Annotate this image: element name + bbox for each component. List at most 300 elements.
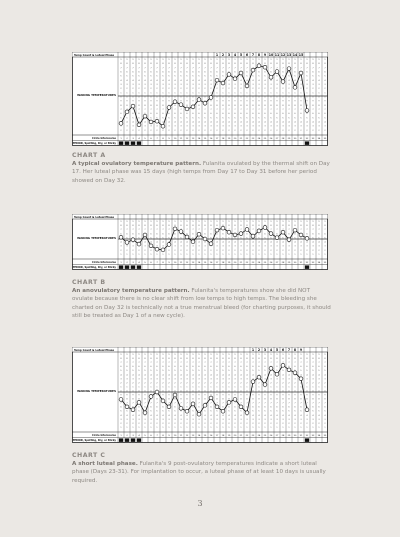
- scale-digit: 8: [306, 63, 308, 66]
- scale-digit: 2: [276, 422, 278, 425]
- scale-digit: 2: [294, 129, 296, 132]
- scale-digit: 1: [270, 92, 272, 95]
- scale-digit: 7: [216, 109, 218, 111]
- scale-digit: 9: [222, 394, 224, 397]
- scale-digit: 8: [168, 398, 170, 401]
- scale-digit: 8: [270, 398, 272, 401]
- scale-digit: 2: [192, 88, 194, 91]
- scale-digit: 6: [144, 366, 146, 369]
- temperature-point: [149, 120, 153, 124]
- scale-digit: 2: [126, 129, 128, 132]
- waking-temps-label: WAKING TEMPERATURES: [77, 389, 116, 393]
- scale-digit: 9: [228, 100, 230, 103]
- scale-digit: 2: [192, 249, 194, 252]
- scale-digit: 2: [180, 422, 182, 425]
- scale-digit: 2: [312, 88, 314, 91]
- scale-digit: 0: [156, 96, 158, 99]
- scale-digit: 2: [282, 382, 284, 385]
- scale-digit: 4: [306, 241, 308, 244]
- temperature-point: [245, 228, 249, 232]
- scale-digit: 2: [240, 382, 242, 385]
- scale-digit: 8: [264, 358, 266, 361]
- scale-digit: 7: [318, 229, 320, 232]
- scale-digit: 6: [150, 113, 152, 116]
- count-label: 8: [293, 348, 297, 352]
- scale-digit: 3: [258, 418, 260, 421]
- scale-digit: 4: [294, 241, 296, 244]
- scale-digit: 6: [210, 71, 212, 74]
- scale-digit: 8: [228, 358, 230, 361]
- day-number: 5: [144, 435, 146, 437]
- scale-digit: 5: [252, 370, 254, 373]
- scale-digit: 1: [204, 386, 206, 389]
- scale-digit: 6: [174, 113, 176, 116]
- temperature-point: [215, 228, 219, 232]
- scale-digit: 6: [168, 233, 170, 236]
- scale-digit: 2: [246, 422, 248, 425]
- scale-digit: 5: [276, 370, 278, 373]
- temperature-point: [143, 233, 147, 240]
- day-number: 3: [132, 262, 134, 264]
- scale-digit: 0: [276, 390, 278, 393]
- scale-digit: 8: [240, 63, 242, 66]
- scale-digit: 9: [210, 354, 212, 356]
- temperature-point: [239, 71, 243, 75]
- scale-digit: 2: [198, 249, 200, 252]
- scale-digit: 3: [186, 378, 188, 381]
- scale-digit: 8: [306, 104, 308, 107]
- scale-digit: 1: [132, 253, 134, 256]
- scale-digit: 1: [192, 253, 194, 256]
- scale-digit: 8: [180, 398, 182, 401]
- scale-digit: 1: [150, 92, 152, 95]
- scale-digit: 6: [168, 366, 170, 369]
- scale-digit: 3: [186, 125, 188, 128]
- scale-digit: 9: [300, 59, 302, 61]
- scale-digit: 3: [294, 125, 296, 128]
- scale-digit: 7: [156, 362, 158, 365]
- scale-digit: 6: [186, 113, 188, 116]
- scale-digit: 5: [210, 370, 212, 373]
- day-number: 8: [162, 435, 164, 437]
- scale-digit: 1: [204, 253, 206, 256]
- scale-digit: 4: [312, 79, 314, 82]
- scale-digit: 4: [180, 121, 182, 124]
- scale-digit: 4: [318, 374, 320, 377]
- scale-digit: 3: [204, 245, 206, 248]
- scale-digit: 6: [240, 113, 242, 116]
- scale-digit: 5: [246, 75, 248, 78]
- scale-digit: 4: [294, 121, 296, 124]
- scale-digit: 1: [288, 426, 290, 429]
- scale-digit: 8: [276, 225, 278, 228]
- scale-digit: 2: [258, 382, 260, 385]
- scale-digit: 9: [288, 59, 290, 61]
- scale-digit: 6: [138, 233, 140, 236]
- scale-digit: 8: [198, 225, 200, 228]
- scale-digit: 1: [144, 426, 146, 429]
- scale-digit: 3: [228, 245, 230, 248]
- scale-digit: 7: [210, 67, 212, 70]
- scale-digit: 5: [312, 370, 314, 373]
- scale-digit: 2: [294, 249, 296, 252]
- scale-digit: 2: [126, 382, 128, 385]
- scale-digit: 5: [156, 117, 158, 120]
- scale-digit: 1: [282, 426, 284, 429]
- scale-digit: 9: [264, 394, 266, 397]
- scale-digit: 2: [168, 422, 170, 425]
- scale-digit: 8: [276, 358, 278, 361]
- day-number: 20: [233, 262, 237, 264]
- scale-digit: 2: [210, 88, 212, 91]
- scale-digit: 6: [204, 233, 206, 236]
- scale-digit: 1: [228, 92, 230, 95]
- scale-digit: 0: [126, 390, 128, 393]
- scale-digit: 1: [186, 92, 188, 95]
- scale-digit: 4: [234, 121, 236, 124]
- temperature-point: [239, 402, 243, 409]
- temperature-point: [305, 236, 309, 240]
- scale-digit: 6: [222, 233, 224, 236]
- day-number: 18: [221, 138, 225, 140]
- scale-digit: 7: [174, 362, 176, 365]
- scale-digit: 1: [186, 386, 188, 389]
- scale-digit: 3: [234, 378, 236, 381]
- scale-digit: 9: [276, 354, 278, 356]
- scale-digit: 8: [198, 358, 200, 361]
- scale-digit: 7: [282, 109, 284, 111]
- scale-digit: 9: [198, 354, 200, 356]
- scale-digit: 9: [132, 221, 134, 223]
- scale-digit: 5: [270, 370, 272, 373]
- scale-digit: 6: [120, 113, 122, 116]
- scale-digit: 1: [144, 92, 146, 95]
- scale-digit: 1: [210, 92, 212, 95]
- scale-digit: 2: [216, 129, 218, 132]
- scale-digit: 9: [300, 394, 302, 397]
- scale-digit: 7: [258, 362, 260, 365]
- scale-digit: 4: [150, 374, 152, 377]
- scale-digit: 6: [210, 113, 212, 116]
- scale-digit: 4: [216, 374, 218, 377]
- day-number: 5: [144, 262, 146, 264]
- scale-digit: 2: [222, 88, 224, 91]
- scale-digit: 9: [234, 354, 236, 356]
- scale-digit: 3: [306, 418, 308, 421]
- scale-digit: 8: [270, 225, 272, 228]
- scale-digit: 4: [264, 79, 266, 82]
- scale-digit: 2: [168, 129, 170, 132]
- scale-digit: 5: [240, 237, 242, 240]
- scale-digit: 9: [216, 59, 218, 61]
- scale-digit: 1: [246, 253, 248, 256]
- scale-digit: 3: [252, 245, 254, 248]
- scale-digit: 1: [276, 92, 278, 95]
- scale-digit: 6: [162, 233, 164, 236]
- scale-digit: 0: [144, 96, 146, 99]
- scale-digit: 3: [276, 125, 278, 128]
- scale-digit: 5: [312, 237, 314, 240]
- scale-digit: 1: [156, 92, 158, 95]
- scale-digit: 8: [144, 398, 146, 401]
- scale-digit: 1: [168, 253, 170, 256]
- scale-digit: 9: [252, 221, 254, 223]
- scale-digit: 2: [270, 422, 272, 425]
- scale-digit: 1: [198, 426, 200, 429]
- day-number: 15: [203, 435, 207, 437]
- scale-digit: 5: [180, 117, 182, 120]
- scale-digit: 1: [168, 426, 170, 429]
- scale-digit: 3: [276, 378, 278, 381]
- scale-digit: 1: [204, 92, 206, 95]
- scale-digit: 4: [240, 79, 242, 82]
- scale-digit: 6: [276, 406, 278, 409]
- scale-digit: 9: [156, 221, 158, 223]
- scale-digit: 4: [156, 374, 158, 377]
- scale-digit: 4: [174, 414, 176, 417]
- chart-a-body: Fulanita ovulated by the thermal shift on Day 17. Her luteal phase was 15 days (high temps from Day 17 to Day 31 before her period showed on Day 32.: [72, 161, 330, 184]
- scale-digit: 5: [132, 370, 134, 373]
- scale-digit: 1: [156, 386, 158, 389]
- scale-digit: 9: [168, 221, 170, 223]
- scale-digit: 3: [168, 245, 170, 248]
- scale-digit: 8: [204, 63, 206, 66]
- scale-digit: 3: [294, 418, 296, 421]
- scale-digit: 8: [186, 358, 188, 361]
- scale-digit: 3: [198, 125, 200, 128]
- count-label: 2: [221, 53, 225, 57]
- scale-digit: 5: [168, 370, 170, 373]
- scale-digit: 3: [216, 418, 218, 421]
- scale-digit: 7: [204, 109, 206, 111]
- scale-digit: 3: [132, 418, 134, 421]
- scale-digit: 3: [294, 84, 296, 86]
- scale-digit: 0: [210, 390, 212, 393]
- scale-digit: 3: [222, 245, 224, 248]
- scale-digit: 7: [186, 229, 188, 232]
- scale-digit: 2: [216, 382, 218, 385]
- scale-digit: 7: [324, 229, 326, 232]
- day-number: 15: [203, 138, 207, 140]
- scale-digit: 3: [174, 378, 176, 381]
- count-label: 7: [287, 348, 291, 352]
- scale-digit: 7: [300, 67, 302, 70]
- scale-digit: 2: [192, 129, 194, 132]
- scale-digit: 4: [324, 414, 326, 417]
- day-number: 10: [173, 138, 177, 140]
- scale-digit: 0: [234, 390, 236, 393]
- scale-digit: 7: [162, 362, 164, 365]
- scale-digit: 2: [294, 422, 296, 425]
- scale-digit: 9: [324, 100, 326, 103]
- day-number: 3: [132, 435, 134, 437]
- scale-digit: 7: [234, 402, 236, 405]
- scale-digit: 9: [168, 100, 170, 103]
- scale-digit: 4: [138, 414, 140, 417]
- scale-digit: 3: [192, 84, 194, 86]
- scale-digit: 6: [144, 406, 146, 409]
- scale-digit: 1: [228, 426, 230, 429]
- scale-digit: 4: [186, 374, 188, 377]
- scale-digit: 7: [246, 362, 248, 365]
- scale-digit: 9: [138, 221, 140, 223]
- scale-digit: 3: [186, 418, 188, 421]
- scale-digit: 7: [132, 67, 134, 70]
- temperature-point: [281, 363, 285, 367]
- scale-digit: 8: [180, 225, 182, 228]
- scale-digit: 4: [174, 374, 176, 377]
- scale-digit: 8: [216, 104, 218, 107]
- scale-digit: 4: [234, 414, 236, 417]
- scale-digit: 3: [228, 84, 230, 86]
- temperature-point: [275, 236, 279, 240]
- scale-digit: 1: [258, 386, 260, 389]
- scale-digit: 3: [258, 125, 260, 128]
- count-label: 6: [281, 348, 285, 352]
- scale-digit: 3: [318, 245, 320, 248]
- day-number: 4: [138, 262, 140, 264]
- scale-digit: 1: [192, 426, 194, 429]
- scale-digit: 8: [210, 225, 212, 228]
- scale-digit: 9: [318, 354, 320, 356]
- scale-digit: 4: [240, 374, 242, 377]
- scale-digit: 9: [156, 59, 158, 61]
- scale-digit: 5: [120, 370, 122, 373]
- scale-digit: 5: [198, 117, 200, 120]
- scale-digit: 3: [204, 125, 206, 128]
- scale-digit: 3: [156, 125, 158, 128]
- scale-digit: 3: [126, 84, 128, 86]
- scale-digit: 1: [294, 92, 296, 95]
- scale-digit: 9: [120, 354, 122, 356]
- scale-digit: 7: [318, 109, 320, 111]
- scale-digit: 1: [168, 92, 170, 95]
- scale-digit: 6: [192, 366, 194, 369]
- scale-digit: 8: [234, 63, 236, 66]
- scale-digit: 9: [132, 100, 134, 103]
- chart-b: [72, 214, 328, 270]
- day-number: 4: [138, 435, 140, 437]
- scale-digit: 8: [186, 63, 188, 66]
- scale-digit: 5: [192, 370, 194, 373]
- scale-digit: 6: [318, 233, 320, 236]
- scale-digit: 9: [228, 59, 230, 61]
- scale-digit: 6: [264, 113, 266, 116]
- scale-digit: 6: [150, 233, 152, 236]
- scale-digit: 4: [252, 121, 254, 124]
- scale-digit: 7: [138, 67, 140, 70]
- scale-digit: 4: [288, 79, 290, 82]
- scale-digit: 4: [186, 121, 188, 124]
- scale-digit: 6: [234, 366, 236, 369]
- scale-digit: 9: [270, 394, 272, 397]
- scale-digit: 6: [156, 71, 158, 74]
- scale-digit: 1: [228, 386, 230, 389]
- scale-digit: 7: [294, 362, 296, 365]
- scale-digit: 7: [210, 109, 212, 111]
- scale-digit: 6: [324, 406, 326, 409]
- temperature-point: [293, 85, 297, 89]
- temperature-point: [215, 75, 219, 82]
- scale-digit: 4: [204, 414, 206, 417]
- scale-digit: 2: [138, 88, 140, 91]
- scale-digit: 6: [210, 366, 212, 369]
- scale-digit: 7: [294, 402, 296, 405]
- scale-digit: 1: [150, 426, 152, 429]
- scale-digit: 5: [318, 370, 320, 373]
- scale-digit: 8: [228, 398, 230, 401]
- day-number: 30: [293, 138, 297, 140]
- day-number: 34: [317, 435, 321, 437]
- scale-digit: 6: [198, 71, 200, 74]
- day-number: 4: [138, 138, 140, 140]
- scale-digit: 6: [324, 233, 326, 236]
- scale-digit: 9: [198, 221, 200, 223]
- scale-digit: 5: [192, 410, 194, 413]
- day-number: 28: [281, 435, 285, 437]
- scale-digit: 8: [192, 225, 194, 228]
- scale-digit: 5: [204, 370, 206, 373]
- scale-digit: 8: [288, 63, 290, 66]
- scale-digit: 5: [318, 117, 320, 120]
- scale-digit: 7: [180, 402, 182, 405]
- scale-digit: 5: [156, 370, 158, 373]
- day-number: 19: [227, 262, 231, 264]
- scale-digit: 3: [270, 378, 272, 381]
- temperature-point: [227, 73, 231, 77]
- scale-digit: 8: [210, 104, 212, 107]
- scale-digit: 2: [180, 129, 182, 132]
- bleeding-mark: [131, 141, 135, 145]
- scale-digit: 8: [126, 225, 128, 228]
- scale-digit: 8: [174, 398, 176, 401]
- temperature-point: [131, 408, 135, 412]
- scale-digit: 1: [138, 426, 140, 429]
- scale-digit: 5: [186, 75, 188, 78]
- scale-digit: 6: [246, 71, 248, 74]
- scale-digit: 4: [228, 374, 230, 377]
- scale-digit: 6: [168, 113, 170, 116]
- scale-digit: 8: [288, 398, 290, 401]
- scale-digit: 2: [282, 88, 284, 91]
- scale-digit: 7: [228, 362, 230, 365]
- day-number: 35: [323, 262, 327, 264]
- scale-digit: 0: [246, 390, 248, 393]
- scale-digit: 5: [144, 370, 146, 373]
- scale-digit: 9: [132, 354, 134, 356]
- scale-digit: 7: [252, 109, 254, 111]
- scale-digit: 6: [198, 406, 200, 409]
- day-number: 12: [185, 262, 189, 264]
- bleeding-label: PERIOD, Spotting, Dry, or Sticky: [72, 266, 116, 269]
- scale-digit: 5: [324, 237, 326, 240]
- day-number: 30: [293, 435, 297, 437]
- scale-digit: 4: [246, 241, 248, 244]
- scale-digit: 4: [132, 79, 134, 82]
- scale-digit: 3: [324, 245, 326, 248]
- scale-digit: 7: [204, 229, 206, 232]
- temperature-point: [245, 411, 249, 415]
- scale-digit: 2: [162, 422, 164, 425]
- scale-digit: 5: [174, 370, 176, 373]
- scale-digit: 4: [126, 121, 128, 124]
- scale-digit: 1: [300, 92, 302, 95]
- scale-digit: 1: [210, 426, 212, 429]
- scale-digit: 0: [264, 96, 266, 99]
- scale-digit: 1: [276, 426, 278, 429]
- scale-digit: 7: [186, 67, 188, 70]
- scale-digit: 3: [264, 418, 266, 421]
